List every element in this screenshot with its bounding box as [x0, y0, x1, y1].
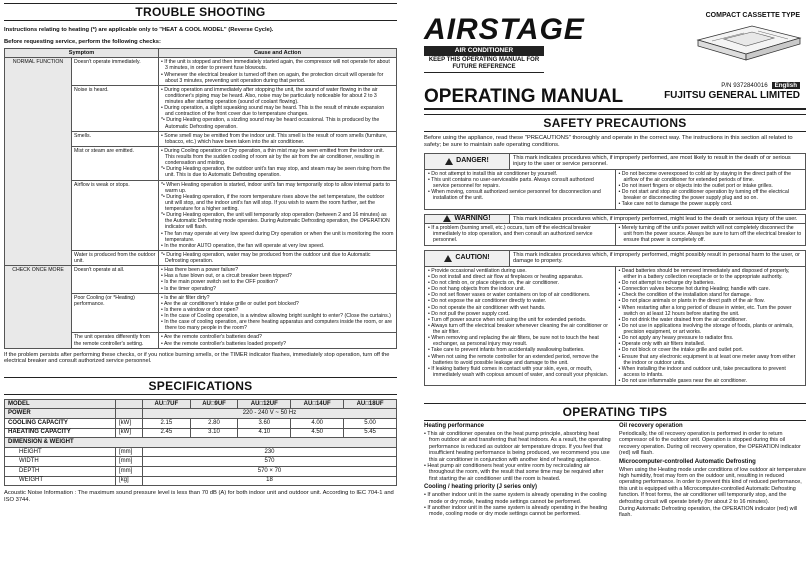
height-value: 230: [143, 447, 397, 457]
list-item: • Operate only with air filters installed.: [618, 341, 706, 348]
defrost-text: When using the Heating mode under conditions of low outdoor air temperature high humidity, frost may form on the outdoor unit, resulting in reduced operating performance. In order to prevent this kind of reduced performance, this unit is equipped with a Microcomputer-controlled Automatic Defrosting function. If frost forms, the air conditioner will temporarily stop, and the defrosting circuit will operate briefly (for about 2 to 16 minutes).: [619, 466, 806, 505]
cause-item: • Is there a window or door open?: [161, 306, 239, 313]
cause-item: *• During Heating operation, a sizzling sound may be heard occasional. This is produced by the Automatic Defrosting operation.: [161, 117, 380, 130]
heating-label: HAEATING CAPACITY: [5, 428, 116, 438]
safety-intro: Before using the appliance, read these "PRECAUTIONS" thoroughly and operate in the correct way. The instructions in this section all related to safety; be sure to maintain safe operating conditions.: [424, 135, 793, 148]
safety-title: SAFETY PRECAUTIONS: [543, 116, 687, 130]
cooling-2: 2.80: [190, 419, 238, 429]
part-number-text: P/N 9372840016: [721, 82, 768, 89]
list-item: • Do not expose the air conditioner directly to water.: [428, 298, 547, 305]
cooling-4: 4.00: [291, 419, 344, 429]
list-item: • Do not drink the water drained from the air conditioner.: [618, 316, 747, 323]
power-label: POWER: [5, 409, 116, 419]
list-item: • Do not insert fingers or objects into the outlet port or intake grilles.: [618, 183, 773, 190]
air-conditioner-bar: AIR CONDITIONER: [424, 46, 544, 56]
cause-item: • Has there been a power failure?: [161, 267, 239, 274]
heating-performance-title: Heating performance: [424, 423, 485, 429]
list-item: • Turn off power source when not using the unit for extended periods.: [428, 316, 587, 323]
cause-item: • Are the air conditioner's intake grille or outlet port blocked?: [161, 300, 299, 307]
part-number: [721, 82, 800, 89]
cause-cell: [159, 58, 397, 86]
cause-item: *• During Heating operation, water may be produced from the outdoor unit due to Automatic Defrosting operation.: [161, 251, 371, 264]
warning-triangle-icon: [443, 215, 451, 222]
cause-cell: [159, 250, 397, 265]
warning-triangle-icon: [445, 158, 453, 165]
brand-logo: AIRSTAGE: [424, 13, 585, 46]
caution-items: [424, 267, 806, 386]
trouble-table: [4, 48, 397, 349]
model-type: COMPACT CASSETTE TYPE: [705, 12, 800, 19]
cause-item: *• During Heating operation, if the room temperature rises above the set temperature, the outdoor unit will stop, and the indoor unit's fan will stop. If you wish to warm the room further, set the temperature for a higher setting.: [161, 193, 385, 212]
list-item: • Do not hang objects from the indoor unit.: [428, 286, 525, 293]
weight-label: WEIGHT: [5, 476, 116, 486]
list-item: • Ensure that any electronic equipment is at least one meter away from either the indoor or outdoor units.: [618, 353, 796, 366]
list-item: • If another indoor unit in the same system is already operating in the cooling mode or dry mode, heating mode settings cannot be performed.: [424, 492, 607, 505]
danger-items: [424, 170, 806, 210]
list-item: • If a problem (burning smell, etc.) occurs, turn off the electrical breaker immediately to stop operation, and then consult an authorized service personnel.: [428, 225, 593, 244]
list-item: • Connection valves become hot during Heating; handle with care.: [618, 286, 770, 293]
list-item: • Do not apply any heavy pressure to radiator fins.: [618, 335, 734, 342]
danger-header: [424, 153, 806, 170]
heating-1: 2.45: [143, 428, 191, 438]
cause-cell: [159, 85, 397, 131]
list-item: • Merely turning off the unit's power switch will not completely disconnect the unit from the power source. Always be sure to turn off the electrical breaker to ensure that power is completely off.: [618, 225, 802, 244]
cause-item: • In the monitor AUTO operation, the fan will operate at very low speed.: [161, 242, 325, 249]
specs-title-bar: [4, 377, 397, 395]
oil-recovery-text: Periodically, the oil recovery operation is performed in order to return compressor oil to the outdoor unit. Operation is stopped during this oil recovery operation. During oil recovery operation, the OPERATION indicator (red) will flash.: [619, 431, 801, 457]
list-item: • When removing and replacing the air filters, be sure not to touch the heat exchanger, as personal injury may result.: [428, 335, 599, 348]
cause-item: • Is the main power switch set to the OFF position?: [161, 279, 278, 286]
cooling-5: 5.00: [344, 419, 397, 429]
warning-items: [424, 224, 806, 245]
model-2: AU□9UF: [190, 399, 238, 409]
group-normal-function: NORMAL FUNCTION: [5, 58, 72, 266]
cooling-1: 2.15: [143, 419, 191, 429]
cassette-unit-illustration: [688, 22, 806, 66]
model-4: AU□14UF: [291, 399, 344, 409]
trouble-intro-1: Instructions relating to heating (*) are applicable only to "HEAT & COOL MODEL" (Reverse Cycle).: [4, 27, 274, 33]
safety-title-bar: [424, 114, 806, 132]
cause-cell: [159, 293, 397, 333]
list-item: • When moving, consult authorized service personnel for disconnection and installation of the unit.: [428, 189, 601, 202]
trouble-title-bar: [4, 3, 397, 21]
list-item: • Do not become overexposed to cold air by staying in the direct path of the airflow of the air conditioner for extended periods of time.: [618, 170, 792, 183]
list-item: • Do not attempt to recharge dry batteries.: [618, 280, 715, 286]
tips-section: [424, 403, 806, 520]
manual-title: OPERATING MANUAL: [424, 86, 624, 107]
cause-item: • Whenever the electrical breaker is turned off then on again, the protection circuit will operate for about 3 minutes, preventing unit operation during that period.: [161, 71, 384, 84]
cause-item: • During Cooling operation or Dry operation, a thin mist may be seen emitted from the indoor unit. This results from the sudden cooling of room air by the air from the air conditioner, resulting in condensation and misting.: [161, 147, 384, 167]
cause-cell: [159, 333, 397, 348]
width-unit: [mm]: [116, 457, 143, 467]
depth-label: DEPTH: [5, 466, 116, 476]
table-row: [5, 58, 397, 86]
right-page: [418, 0, 804, 570]
depth-value: 570 × 70: [143, 466, 397, 476]
cause-item: *• During Heating operation, the unit will temporarily stop operation (between 2 and 16 minutes) as the Automatic Defrosting mode operates. During Automatic Defrosting operation, the OPERATION indicator will flash.: [161, 212, 390, 231]
cause-item: *• During Heating operation, the outdoor unit's fan may stop, and steam may be seen rising from the unit. This is due to Automatic Defrosting operation.: [161, 166, 391, 179]
list-item: • When restarting after a long period of disuse in winter, etc. Turn the power switch on at least 12 hours before starting the unit.: [618, 304, 792, 317]
tips-title-bar: [424, 403, 806, 421]
cause-item: • Are the remote controller's batteries loaded properly?: [161, 340, 287, 347]
list-item: • Do not set flower vases or water containers on top of air conditioners.: [428, 292, 591, 299]
width-value: 570: [143, 457, 397, 467]
weight-unit: [kg]: [116, 476, 143, 486]
symptom-cell: Smells.: [72, 131, 159, 146]
cause-item: • The fan may operate at very low speed during Dry operation or when the unit is monitoring the room temperature.: [161, 230, 394, 243]
cause-cell: [159, 146, 397, 180]
list-item: • Take care not to damage the power supply cord.: [618, 201, 733, 208]
list-item: • Do not use in applications involving the storage of foods, plants or animals, precision equipment, or art works.: [618, 322, 794, 335]
symptom-cell: Doesn't operate immediately.: [72, 58, 159, 86]
symptom-cell: Doesn't operate at all.: [72, 266, 159, 294]
warning-triangle-icon: [444, 255, 452, 262]
acoustic-note: Acoustic Noise Information : The maximum sound pressure level is less than 70 dB (A) for both indoor unit and outdoor unit. According to IEC 704-1 and ISO 3744.: [4, 490, 394, 503]
height-unit: [mm]: [116, 447, 143, 457]
trouble-title: TROUBLE SHOOTING: [135, 5, 266, 19]
danger-description: This mark indicates procedures which, if improperly performed, are most likely to result in the death of or serious injury to the user or service personnel.: [513, 154, 791, 168]
tips-right-column: [619, 421, 806, 520]
cause-item: • Is the air filter dirty?: [161, 294, 210, 301]
group-check-once-more: CHECK ONCE MORE: [5, 266, 72, 349]
cause-cell: [159, 131, 397, 146]
list-item: • When installing the indoor and outdoor unit, take precautions to prevent access to infants.: [618, 365, 786, 378]
heating-5: 5.45: [344, 428, 397, 438]
symptom-cell: Water is produced from the outdoor unit.: [72, 250, 159, 265]
warning-header: [424, 214, 806, 225]
model-3: AU□12UF: [238, 399, 291, 409]
language-badge: English: [772, 82, 800, 89]
list-item: • Do not block or cover the intake grille and outlet port.: [618, 347, 744, 354]
tips-title: OPERATING TIPS: [562, 405, 668, 419]
heating-4: 4.50: [291, 428, 344, 438]
trouble-footer: If the problem persists after performing these checks, or if you notice burning smells, or the TIMER indicator flashes, immediately stop operation, turn off the electrical breaker and consult authorized service personnel.: [4, 351, 390, 365]
cooling-3: 3.60: [238, 419, 291, 429]
list-item: • Heat pump air conditioners heat your entire room by recirculating air throughout the room, with the result that some time may be required after first starting the air conditioner until the room is heated.: [424, 462, 604, 482]
cooling-unit: [kW]: [116, 419, 143, 429]
cause-item: *• When Heating operation is started, indoor unit's fan may temporarily stop to allow internal parts to warm up.: [161, 181, 390, 194]
cause-item: • Has a fuse blown out, or a circuit breaker been tripped?: [161, 273, 292, 280]
cause-cell: [159, 266, 397, 294]
safety-section: [424, 110, 806, 386]
specs-title: SPECIFICATIONS: [148, 378, 253, 393]
list-item: • Provide occasional ventilation during use.: [428, 267, 527, 274]
list-item: • Do not pull the power supply cord.: [428, 310, 510, 317]
priority-title: Cooling / heating priority (J series only): [424, 484, 538, 491]
company-name: FUJITSU GENERAL LIMITED: [664, 90, 800, 101]
list-item: • Always turn off the electrical breaker whenever cleaning the air conditioner or the air filter.: [428, 322, 608, 335]
symptom-cell: Noise is heard.: [72, 85, 159, 131]
weight-value: 18: [143, 476, 397, 486]
list-item: • Do not climb on, or place objects on, the air conditioner.: [428, 280, 559, 286]
list-item: • Do not place animals or plants in the direct path of the air flow.: [618, 298, 765, 305]
list-item: • This unit contains no user-serviceable parts. Always consult authorized service personnel for repairs.: [428, 176, 594, 190]
model-label: MODEL: [5, 399, 116, 409]
cause-item: • Are the remote controller's batteries dead?: [161, 334, 262, 341]
depth-unit: [mm]: [116, 466, 143, 476]
cause-item: • Is the timer operating?: [161, 285, 216, 292]
danger-label: DANGER!: [456, 157, 489, 165]
symptom-cell: The unit operates differently from the remote controller's setting.: [72, 333, 159, 348]
cause-item: • During operation and immediately after stopping the unit, the sound of water flowing in the air conditioner's piping may be heard. Also, noise may be particularly noticeable for about 2 to 3 minutes after starting operation (sound of coolant flowing).: [161, 86, 378, 105]
model-1: AU□7UF: [143, 399, 191, 409]
left-page: [4, 0, 397, 570]
model-5: AU□18UF: [344, 399, 397, 409]
warning-label: WARNING!: [454, 214, 491, 222]
trouble-intro-2: Before requesting service, perform the following checks:: [4, 38, 161, 45]
cause-item: • In the case of cooling operation, are there heating apparatus and computers inside the room, or are there too many people in the room?: [161, 319, 393, 332]
list-item: • Do not attempt to install this air conditioner by yourself.: [428, 170, 558, 177]
list-item: • This air conditioner operates on the heat pump principle, absorbing heat from outdoor air and transferring that heat indoors. As a result, the operating performance is reduced as outdoor air temperature drops. If you feel that insufficient heating performance is being produced, we recommend you use this air conditioner in conjunction with another kind of heating appliance.: [424, 431, 611, 463]
cause-item: • If the unit is stopped and then immediately started again, the compressor will not operate for about 3 minutes, in order to prevent fuse blowouts.: [161, 59, 390, 72]
width-label: WIDTH: [5, 457, 116, 467]
warning-description: This mark indicates procedures which, if improperly performed, might lead to the death or serious injury of the user.: [513, 215, 798, 222]
list-item: • Dead batteries should be removed immediately and disposed of properly, either in a battery collection receptacle or to the appropriate authority.: [618, 267, 790, 280]
cause-item: • In the case of Cooling operation, is a window allowing bright sunlight to enter? (Close the curtains.): [161, 313, 391, 319]
caution-label: CAUTION!: [455, 254, 490, 262]
caution-description: This mark indicates procedures which, if improperly performed, might possibly result in personal harm to the user, or damage to property.: [513, 251, 800, 265]
heating-unit: [kW]: [116, 428, 143, 438]
defrost-title: Microcomputer-controlled Automatic Defrosting: [619, 458, 756, 465]
cause-item: • Some smell may be emitted from the indoor unit. This smell is the result of room smells (furniture, tobacco, etc.) which have been taken into the air conditioner.: [161, 132, 388, 145]
symptom-cell: Airflow is weak or stops.: [72, 180, 159, 250]
power-value: 220 - 240 V ~ 50 Hz: [143, 409, 397, 419]
list-item: • Do not use inflammable gases near the air conditioner.: [618, 378, 748, 384]
tips-left-column: [424, 421, 611, 520]
heating-3: 4.10: [238, 428, 291, 438]
symptom-cell: Mist or steam are emitted.: [72, 146, 159, 180]
symptom-cell: Poor Cooling (or *Heating) performance.: [72, 293, 159, 333]
list-item: • Take care to prevent infants from accidentally swallowing batteries.: [428, 347, 585, 354]
list-item: • If another indoor unit in the same system is already operating in the heating mode, cooling mode or dry mode settings cannot be performed.: [424, 504, 608, 518]
cooling-label: COOLING CAPACITY: [5, 419, 116, 429]
list-item: • When not using the remote controller for an extended period, remove the batteries to avoid possible leakage and damage to the unit.: [428, 353, 599, 366]
list-item: • Do not start and stop air conditioner operation by turning off the electrical breaker or disconnecting the power supply plug and so on.: [618, 189, 789, 202]
list-item: • Do not operate the air conditioner with wet hands.: [428, 304, 546, 311]
list-item: • Do not install and direct air flow at fireplaces or heating apparatus.: [428, 273, 584, 280]
caution-header: [424, 250, 806, 267]
height-label: HEIGHT: [5, 447, 116, 457]
list-item: • If leaking battery fluid comes in contact with your skin, eyes, or mouth, immediately wash with copious amount of water, and consult your physician.: [428, 365, 609, 378]
keep-manual-note: KEEP THIS OPERATING MANUAL FOR FUTURE REFERENCE: [424, 57, 544, 73]
cause-header: Cause and Action: [159, 48, 397, 58]
dimension-label: DIMENSION & WEIGHT: [5, 438, 397, 448]
table-row: [5, 266, 397, 294]
cause-cell: [159, 180, 397, 250]
oil-recovery-title: Oil recovery operation: [619, 423, 683, 429]
cause-item: • During operation, a slight squeaking sound may be heard. This is the result of minute expansion and contraction of the front cover due to temperature changes.: [161, 105, 385, 118]
heating-2: 3.10: [190, 428, 238, 438]
specs-table: [4, 399, 397, 486]
defrost-text-2: During Automatic Defrosting operation, the OPERATION indicator (red) will flash.: [619, 505, 798, 519]
symptom-header: Symptom: [5, 48, 159, 58]
list-item: • Check the condition of the installation stand for damage.: [618, 292, 751, 299]
